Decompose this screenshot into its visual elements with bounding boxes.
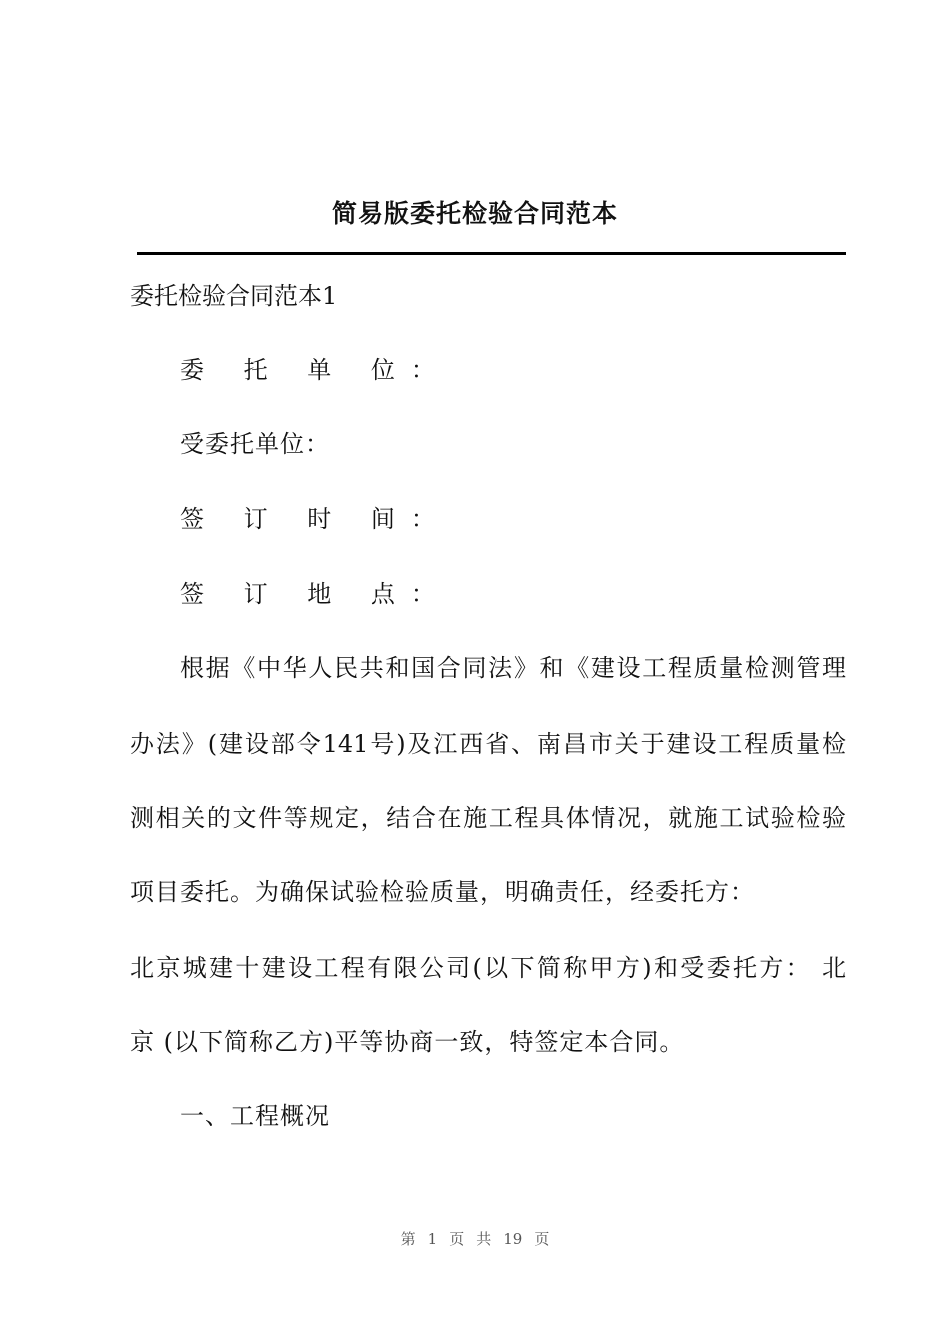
body-line-5: 北京城建十建设工程有限公司(以下简称甲方)和受委托方： 北 bbox=[130, 954, 846, 982]
section-heading: 委托检验合同范本1 bbox=[130, 282, 338, 310]
document-title: 简易版委托检验合同范本 bbox=[331, 199, 618, 228]
body-line-4: 项目委托。为确保试验检验质量，明确责任，经委托方： bbox=[130, 878, 755, 906]
footer-page-number: 1 bbox=[427, 1230, 438, 1248]
field-entrusted-unit: 受委托单位： bbox=[180, 430, 330, 458]
title-underline bbox=[137, 252, 846, 255]
field-entrusting-unit: 委 托 单 位： bbox=[180, 356, 451, 384]
field-signing-place: 签 订 地 点： bbox=[180, 580, 451, 608]
body-line-6: 京 (以下简称乙方)平等协商一致，特签定本合同。 bbox=[130, 1028, 685, 1056]
footer-ye: 页 bbox=[449, 1230, 465, 1248]
footer-di: 第 bbox=[400, 1230, 416, 1248]
subheading-project-overview: 一、工程概况 bbox=[180, 1102, 330, 1130]
field-signing-time: 签 订 时 间： bbox=[180, 505, 451, 533]
footer-ye2: 页 bbox=[534, 1230, 550, 1248]
body-line-2: 办法》(建设部令141号)及江西省、南昌市关于建设工程质量检 bbox=[130, 730, 846, 758]
body-line-3: 测相关的文件等规定，结合在施工程具体情况，就施工试验检验 bbox=[130, 804, 846, 832]
footer-gong: 共 bbox=[476, 1230, 492, 1248]
body-line-1: 根据《中华人民共和国合同法》和《建设工程质量检测管理 bbox=[180, 654, 846, 682]
footer-total-pages: 19 bbox=[503, 1230, 523, 1248]
page-footer bbox=[0, 1229, 950, 1249]
